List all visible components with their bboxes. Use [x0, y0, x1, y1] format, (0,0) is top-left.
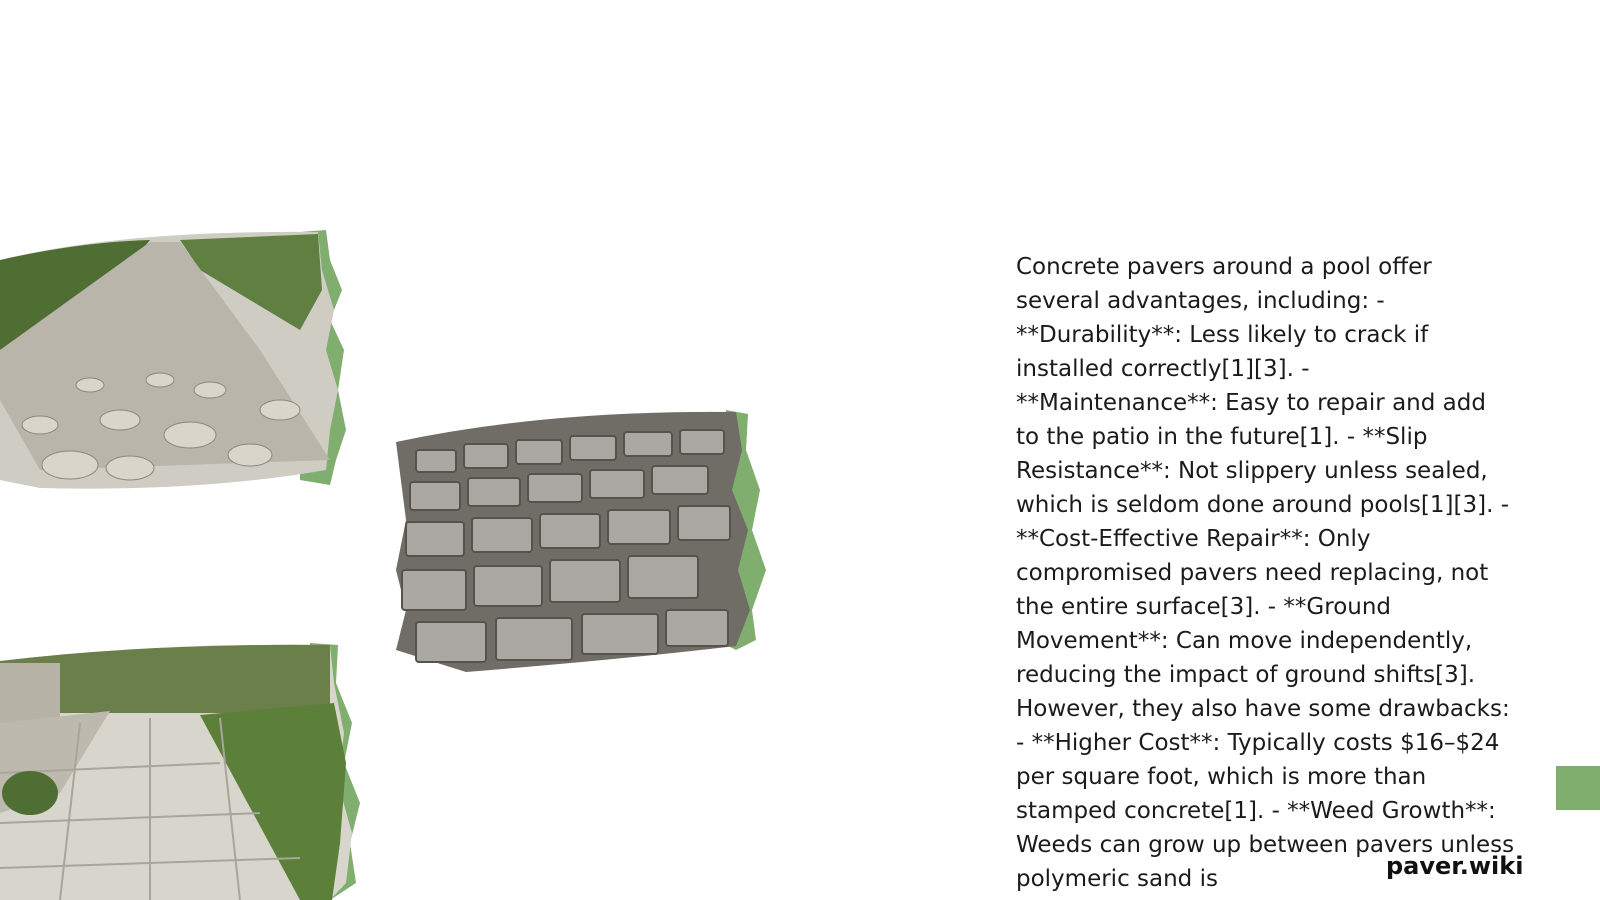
stone-pavers-photo — [396, 410, 776, 680]
cobblestone-path-photo — [0, 230, 360, 495]
article-body-text: Concrete pavers around a pool offer several advantages, including: - **Durability**: Less likely to crack if installed correctly[1][3]. - **Maintenance**: Easy to repair and add to the patio in the future[1]. - **Slip Resistance**: Not slippery unless sealed, which is seldom done around pools[1][3]. - **Cost-Effective Repair**: Only compromised pavers need replacing, not the entire surface[3]. - **Ground Movement**: Can move independently, reducing the impact of ground shifts[3]. However, they also have some drawbacks: - **Higher Cost**: Typically costs $16–$24 per square foot, which is more than stamped concrete[1]. - **Weed Growth**: Weeds can grow up between pavers unless polymeric sand is — [1016, 254, 1515, 892]
brand-watermark: paver.wiki — [1386, 852, 1524, 880]
accent-block — [1556, 766, 1600, 810]
stone-patio-photo — [0, 643, 370, 900]
